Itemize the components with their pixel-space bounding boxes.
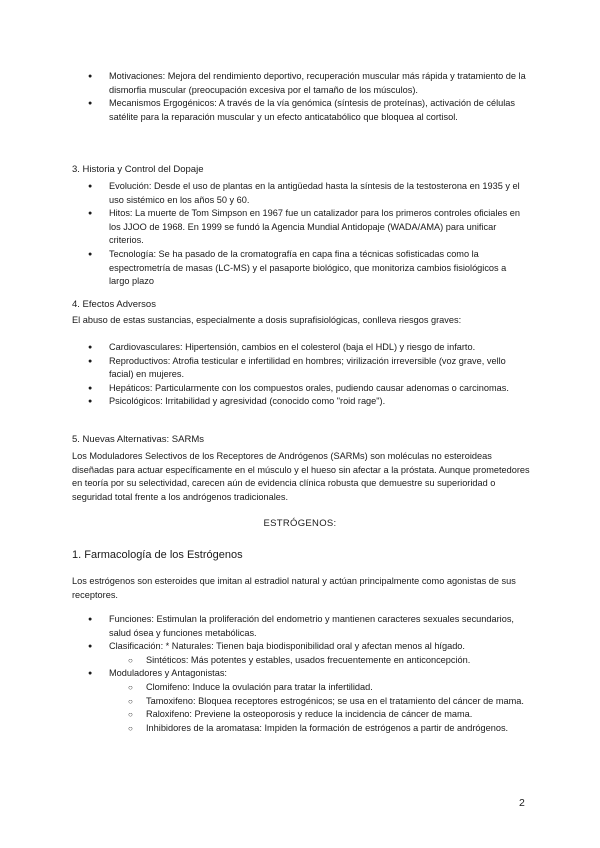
list-item: ● Motivaciones: Mejora del rendimiento deportivo, recuperación muscular más rápida y tratamiento de la dismorfia muscular (preocupación excesiva por el tamaño de los músculos). bbox=[0, 70, 600, 97]
section-5-heading: 5. Nuevas Alternativas: SARMs bbox=[72, 434, 204, 445]
list-item: ● Cardiovasculares: Hipertensión, cambios en el colesterol (baja el HDL) y riesgo de infarto. bbox=[0, 341, 600, 355]
bullet-list-adverse-effects bbox=[0, 341, 600, 409]
sub-list-item: ○ Raloxifeno: Previene la osteoporosis y reduce la incidencia de cáncer de mama. bbox=[0, 708, 600, 722]
section-4-intro: El abuso de estas sustancias, especialmente a dosis suprafisiológicas, conlleva riesgos graves: bbox=[72, 315, 462, 325]
sub-list-item: ○ Inhibidores de la aromatasa: Impiden la formación de estrógenos a partir de andrógenos. bbox=[0, 722, 600, 736]
section-5-paragraph: Los Moduladores Selectivos de los Receptores de Andrógenos (SARMs) son moléculas no esteroideas diseñadas para actuar específicamente en el músculo y el hueso sin afectar a la próstata. Aunque prometedores en teoría por su selectividad, carecen aún de evidencia clínica robusta que demuestre su superioridad o seguridad total frente a los andrógenos tradicionales. bbox=[72, 451, 530, 502]
sub-list-item-sinteticos: ○ Sintéticos: Más potentes y estables, usados frecuentemente en anticoncepción. bbox=[0, 654, 600, 668]
bullet-list-doping-history bbox=[0, 180, 600, 289]
section-3-heading: 3. Historia y Control del Dopaje bbox=[72, 164, 204, 175]
bullet-list-motivations bbox=[0, 70, 600, 124]
list-item-clasificacion: ● Clasificación: * Naturales: Tienen baja biodisponibilidad oral y afectan menos al hígado. bbox=[0, 640, 600, 654]
list-item: ● Reproductivos: Atrofia testicular e infertilidad en hombres; virilización irreversible (voz grave, vello facial) en mujeres. bbox=[0, 355, 600, 382]
list-item: ● Mecanismos Ergogénicos: A través de la vía genómica (síntesis de proteínas), activación de células satélite para la reparación muscular y un efecto anticatabólico que bloquea al cortisol. bbox=[0, 97, 600, 124]
list-item: ● Hepáticos: Particularmente con los compuestos orales, pudiendo causar adenomas o carcinomas. bbox=[0, 382, 600, 396]
list-item: ● Tecnología: Se ha pasado de la cromatografía en capa fina a técnicas sofisticadas como la espectrometría de masas (LC-MS) y el pasaporte biológico, que monitoriza cambios fisiológicos a largo plazo bbox=[0, 248, 600, 289]
list-item: ● Hitos: La muerte de Tom Simpson en 1967 fue un catalizador para los primeros controles oficiales en los JJOO de 1968. En 1999 se fundó la Agencia Mundial Antidopaje (WADA/AMA) para unificar criterios. bbox=[0, 207, 600, 248]
sub-list-item: ○ Tamoxifeno: Bloquea receptores estrogénicos; se usa en el tratamiento del cáncer de mama. bbox=[0, 695, 600, 709]
estrogenos-subtitle: 1. Farmacología de los Estrógenos bbox=[72, 549, 243, 561]
estrogenos-title: ESTRÓGENOS: bbox=[263, 518, 337, 529]
list-item: ● Psicológicos: Irritabilidad y agresividad (conocido como "roid rage"). bbox=[0, 395, 600, 409]
list-item: ● Evolución: Desde el uso de plantas en la antigüedad hasta la síntesis de la testosterona en 1935 y el uso sistémico en los años 50 y 60. bbox=[0, 180, 600, 207]
sub-list-item: ○ Clomifeno: Induce la ovulación para tratar la infertilidad. bbox=[0, 681, 600, 695]
list-item-moduladores: ● Moduladores y Antagonistas: bbox=[0, 667, 600, 681]
estrogenos-intro: Los estrógenos son esteroides que imitan al estradiol natural y actúan principalmente como agonistas de sus receptores. bbox=[72, 576, 516, 600]
list-item-funciones: ● Funciones: Estimulan la proliferación del endometrio y mantienen caracteres sexuales secundarios, salud ósea y funciones metabólicas. bbox=[0, 613, 600, 640]
section-4-heading: 4. Efectos Adversos bbox=[72, 299, 156, 310]
bullet-list-estrogens bbox=[0, 613, 600, 735]
page-number: 2 bbox=[519, 797, 525, 809]
